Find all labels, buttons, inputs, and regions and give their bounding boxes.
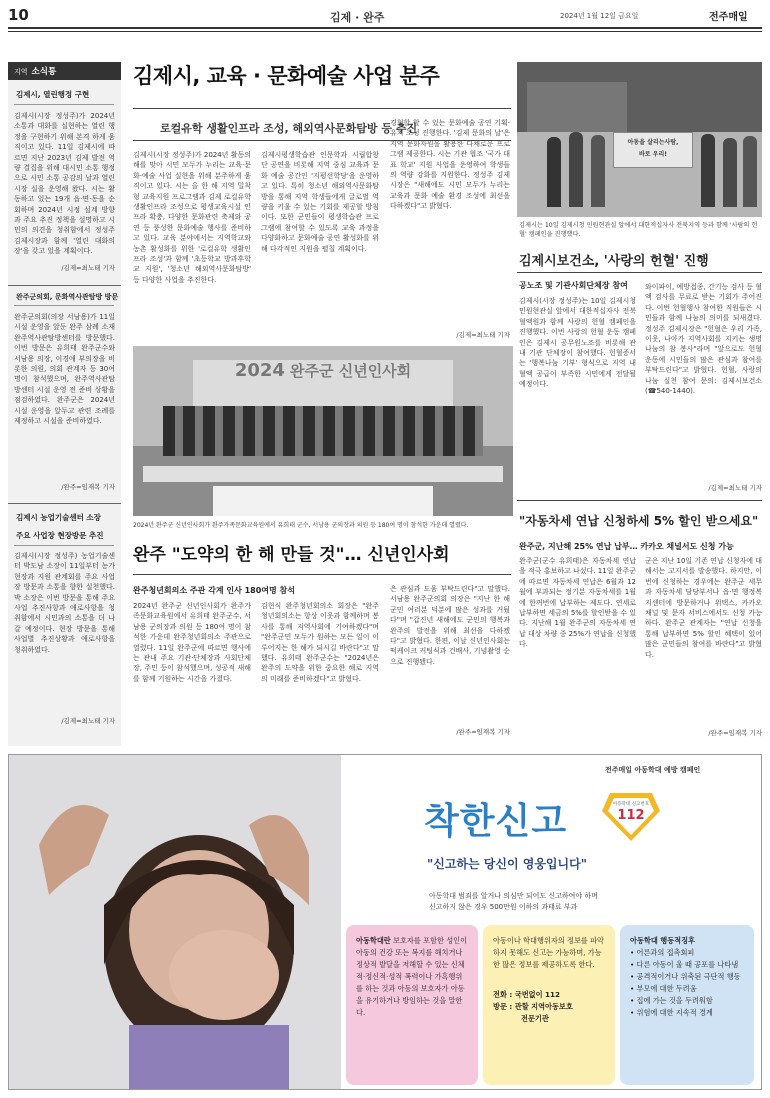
photo-banner-line2: 바로 우리! bbox=[638, 151, 667, 158]
ad-info-box-definition bbox=[346, 925, 478, 1085]
ad-title: 착한신고 bbox=[424, 801, 568, 842]
photo-blood-donation bbox=[517, 62, 762, 217]
subheadline: 완주청년회의소 주관 각계 인사 180여명 참석 bbox=[133, 586, 295, 595]
sidebar-article-subtitle: 주요 사업장 현장방문 추진 bbox=[16, 531, 104, 540]
ad-description: 아동학대 범죄를 알거나 의심만 되어도 신고하여야 하며 신고하지 않은 경우 500만원 이하의 과태료 부과 bbox=[429, 892, 598, 911]
photo-caption: 2024년 완주군 신년인사회가 완주가족문화교육원에서 유희태 군수, 서남용 군의장과 의원 등 180여 명이 참석한 가운데 열렸다. bbox=[133, 522, 469, 529]
divider bbox=[8, 285, 121, 286]
subheadline: 완주군, 지난해 25% 연납 납부… 카카오 채널서도 신청 가능 bbox=[519, 542, 734, 551]
campaign-tag: 전주매일 아동학대 예방 캠페인 bbox=[605, 766, 701, 774]
article-column: 김제시(시장 정성주)는 10일 김제시청 민원현관실 앞에서 대한적십자사 전북혈액원과 함께 사랑의 헌혈 캠페인을 진행했다. 이번 사랑의 헌혈 운동 캠페인은 김제시 공무원노조를 비롯해 관내 기관 단체장이 참여했다. 헌혈증서는 '행복나눔 기부' 형식으로 지역 내 혈액 공급이 부족한 시민에게 전달될 예정이다. bbox=[519, 297, 636, 389]
sidebar-article-body: 완주군의회(의장 서남용)가 11일 시설 운영을 앞둔 완주 삼례 소재 완주역사관탐방센터를 방문했다. 이번 방문은 유희태 완주군수와 서남용 의장, 이경애 부의장을 비롯한 의원, 의회 관계자 등 30여 명이 참석했으며, 완주역사관탐방센터 시설 운영 전 준비 상황을 점검하였다. 완주군은 2024년 시설 운영을 앞두고 관련 조례를 제정하고 시설을 준비하였다. bbox=[14, 313, 115, 426]
photo-banner-line1: 아동을 살리는사람, bbox=[627, 139, 679, 146]
sign-item: • 집에 가는 것을 두려워함 bbox=[630, 996, 713, 1005]
byline: /완주=임재복 기자 bbox=[456, 728, 510, 736]
sidebar-article-title: 김제시 농업기술센터 소장 bbox=[16, 513, 101, 522]
sign-item: • 다른 아동이 울 때 공포를 나타냄 bbox=[630, 960, 739, 969]
sidebar-header: 지역 소식통 bbox=[8, 62, 121, 80]
ad-photo-distressed-woman bbox=[9, 755, 341, 1090]
badge-112 bbox=[602, 793, 660, 841]
sign-item: • 공격적이거나 위축된 극단적 행동 bbox=[630, 972, 741, 981]
headline: "자동차세 연납 신청하세 5% 할인 받으세요" bbox=[519, 514, 759, 528]
divider bbox=[133, 108, 511, 109]
byline: /김제=최노태 기자 bbox=[61, 264, 115, 272]
badge-number: 112 bbox=[617, 808, 645, 823]
header-rule bbox=[8, 27, 762, 29]
badge-caption: 아동학대 신고번호 bbox=[612, 802, 650, 807]
sidebar-article-title: 완주군의회, 문화역사관탐방 방문 bbox=[16, 293, 119, 301]
page-number: 10 bbox=[8, 6, 29, 24]
header-rule-thin bbox=[8, 31, 762, 32]
photo-newyear-ceremony bbox=[133, 346, 513, 516]
phone-label: 전화 : 국번없이 112 bbox=[493, 990, 561, 999]
subheadline: 로컬유학 생활인프라 조성, 해외역사문화탐방 등 추진 bbox=[160, 122, 418, 135]
headline: 완주 "도약의 한 해 만들 것"… 신년인사회 bbox=[133, 545, 450, 565]
byline: /김제=최노태 기자 bbox=[456, 331, 510, 339]
article-column: 은 관심과 도움 부탁드린다"고 말했다. 서남용 완주군의회 의장은 "지난 한 해 군민 여러분 덕분에 많은 성과를 거뒀다"며 "갑진년 새해에도 군민의 행복과 완주의 발전을 위해 최선을 다하겠다"고 밝혔다. 한편, 이날 신년인사회는 떡케이크 커팅식과 건배사, 기념촬영 순으로 진행됐다. bbox=[390, 585, 510, 666]
sign-item: • 어른과의 접촉회피 bbox=[630, 948, 695, 957]
box-text: 보호자를 포함한 성인이 아동의 건강 또는 복지를 해치거나 정상적 발달을 저해할 수 있는 신체적·정신적·성적 폭력이나 가혹행위를 하는 것과 아동의 보호자가 아동을 유기하거나 방임하는 것을 말한다. bbox=[356, 936, 468, 1017]
divider bbox=[14, 104, 114, 105]
divider bbox=[133, 574, 511, 575]
newspaper-brand: 전주매일 bbox=[709, 12, 748, 23]
article-column: 완주군(군수 유희태)은 자동차세 연납을 적극 홍보하고 나섰다. 11일 완주군에 따르면 자동차세 연납은 6월과 12월에 부과되는 정기분 자동차세를 1월에 한꺼번에 납부하는 제도다. 연세로 납부하면 세금의 5%를 할인받을 수 있다. 지난해 1월 완주군의 자동차세 연납 대상 차량 중 25%가 연납을 신청했다. bbox=[519, 557, 636, 649]
visit-label: 방문 : 관할 지역아동보호 bbox=[493, 1002, 573, 1011]
box-heading: 아동학대란 bbox=[356, 936, 391, 945]
byline: /완주=임재복 기자 bbox=[708, 729, 762, 737]
divider bbox=[517, 500, 762, 501]
issue-date: 2024년 1월 12일 금요일 bbox=[560, 12, 639, 20]
box-text: 아동이나 학대행위자의 정보를 파악하지 못해도 신고는 가능하며, 가능한 많은 정보를 제공하도록 한다. bbox=[493, 936, 605, 969]
ad-child-abuse-campaign bbox=[8, 754, 762, 1090]
visit-label-cont: 전문기관 bbox=[521, 1014, 549, 1023]
section-title: 김제 · 완주 bbox=[330, 11, 385, 24]
article-column: 김제시평생학습관 인문학과 시립합창단 공연을 비롯해 지역 중심 교육과 문화 예술 공간인 '지평선학당'을 운영하고 있다. 특히 청소년 해외역사문화탐방을 통해 지역 학생들에게 글로벌 역량을 키울 수 있는 기회를 제공할 방침이다. 또한 군민들이 평생학습관 프로그램에 참여할 수 있도록 교육 과정을 다양화하고 문화예술 공연 활성화를 위해 다각적인 지원을 펼칠 계획이다. bbox=[261, 151, 379, 253]
ad-info-box-signs bbox=[620, 925, 754, 1085]
banner-year: 2024 bbox=[234, 360, 285, 381]
article-column: 김현식 완주청년회의소 회장은 "완주청년회의소는 항상 이웃과 함께하며 봉사를 통해 지역사회에 기여하겠다"며 "완주군민 모두가 원하는 모든 일이 이루어지는 한 해가 되시길 바란다"고 말했다. 유희태 완주군수는 "2024년은 완주의 도약을 위한 중요한 해로 지역의 미래를 준비하겠다"고 밝혔다. bbox=[261, 602, 379, 683]
sidebar-article-body: 김제시(시장 정성주)가 2024년 소통과 대화를 실현하는 열린 행정을 구현하기 위해 본격 하게 움직이고 있다. 11일 김제시에 따르면 지난 2023년 김제 발전 역량 결집을 위해 대시민 소통 행정으로 시민 소통 공감의 날과 열린 시장 실을 운영해 왔다. 시는 활동하고 있는 19개 읍·면·동을 순회하며 2024년 시정 설계 방향과 주요 추진 정책을 설명하고 시민의 의견을 청취함에서 정성주 김제시장과 함께 '열린 대화의 장'을 갖고 있을 계획이다. bbox=[14, 112, 115, 256]
headline: 김제시보건소, '사랑의 헌혈' 진행 bbox=[519, 254, 709, 269]
article-column: 김제시(시장 정성주)가 2024년 활동의 해를 맞아 시민 모두가 누리는 교육·문화·예술 사업 실현을 위해 분주하게 움직이고 있다. 시는 올 한 해 지역 밀착형 교육지원 프로그램과 김제 로컬유학 생활인프라 조성으로 평생교육시설 인프라 확충, 다양한 문화관련 축제와 공연 등 풍성한 문화예술 행사를 준비하고 있다. 교육 분야에서는 지역학교와 농촌 활성화를 위한 '로컬유학 생활인프라 조성'과 함께 '초등학교 방과후학교 지원', '청소년 해외역사문화탐방' 등 다양한 사업을 추진한다. bbox=[133, 151, 251, 284]
byline: /김제=최노태 기자 bbox=[708, 484, 762, 492]
subheadline: 공노조 및 기관사회단체장 참여 bbox=[519, 281, 628, 290]
article-column: 경험할 할 수 있는 문화예술 공연 기획·유치 조성 진행한다. '김제 문화의 날'은 지역 문화자원을 활용한 다채로운 프로그램 제공한다. 시는 기관 협조 '국가 대표 학교' 지원 사업을 운영하여 학생들의 역량 강화를 지원한다. 정성주 김제시장은 "새해에도 시민 모두가 누리는 교육과 문화 예술 환경 조성에 최선을 다하겠다"고 밝혔다. bbox=[390, 119, 510, 211]
article-column: 와이파이, 예방접종, 간기능 검사 등 혈액 검사를 무료로 받는 기회가 주어진다. 이번 헌혈행사 참여한 직원들은 시민들과 함께 나눔의 의미를 되새겼다. 정성주 김제시장은 "헌혈은 우리 가족, 이웃, 나아가 지역사회를 지키는 생명 나눔의 참 봉사"라며 "앞으로도 헌혈 운동에 시민들의 많은 관심과 참여를 부탁드린다"고 밝혔다. 헌혈, 사랑의 나눔 실천 참여 문의: 김제시보건소(☎540-1440). bbox=[645, 283, 762, 396]
divider bbox=[14, 305, 114, 306]
ad-info-box-howto bbox=[483, 925, 615, 1085]
sign-item: • 부모에 대한 두려움 bbox=[630, 984, 697, 993]
headline: 김제시, 교육 · 문화예술 사업 분주 bbox=[133, 64, 440, 88]
article-column: 군은 지난 10일 기존 연납 신청자에 대해서는 고지서를 발송했다. 하지만, 이번에 신청하는 경우에는 완주군 세무과 자동차세 담당부서나 읍·면 행정복지센터에 방문하거나 위택스, 카카오채널 및 문자 서비스에서도 신청 가능하다. 완주군 관계자는 "연납 신청을 통해 납부하면 5% 할인 혜택이 있어 많은 군민들의 참여를 바란다"고 밝혔다. bbox=[645, 557, 762, 659]
sign-item: • 위험에 대한 지속적 경계 bbox=[630, 1008, 713, 1017]
byline: /완주=임재복 기자 bbox=[61, 483, 115, 491]
ad-slogan: "신고하는 당신이 영웅입니다" bbox=[427, 857, 587, 871]
byline: /김제=최노태 기자 bbox=[61, 717, 115, 725]
photo-caption: 김제시는 10일 김제시청 민원현관실 앞에서 대한적십자사 전북지역 등과 함께 '사람의 헌혈' 캠페인을 진행했다. bbox=[519, 222, 758, 238]
sidebar-article-body: 김제시(시장 정성주) 농업기술센터 박도남 소장이 11일부터 농가현장과 지원 관계회를 주요 사업장 방문과 소통을 향한 실천했다. 박 소장은 이번 방문을 통해 주요사업 추진사항과 애로사항을 청취함에서 시민과의 소통을 더 나갈 예정이다. 현장 방문을 통해 사업별 추진상황과 애로사항을 청취하였다. bbox=[14, 552, 115, 654]
divider bbox=[517, 272, 762, 273]
divider bbox=[14, 545, 114, 546]
banner-text: 완주군 신년인사회 bbox=[290, 362, 412, 380]
box-heading: 아동학대 행동적징후 bbox=[630, 936, 695, 945]
article-column: 2024년 완주군 신년인사회가 완주가족문화교육원에서 유희태 완주군수, 서남용 군의장과 의원 등 180여 명이 참석한 가운데 완주청년회의소 주관으로 열렸다. 11일 완주군에 따르면 행사에는 관내 주요 기관·단체장과 사회단체장, 주민 등이 참석했으며, 성공적 새해를 함께 기원하는 시간을 가졌다. bbox=[133, 602, 251, 683]
sidebar-article-title: 김제시, 열린행정 구현 bbox=[16, 90, 90, 99]
divider bbox=[8, 503, 121, 504]
